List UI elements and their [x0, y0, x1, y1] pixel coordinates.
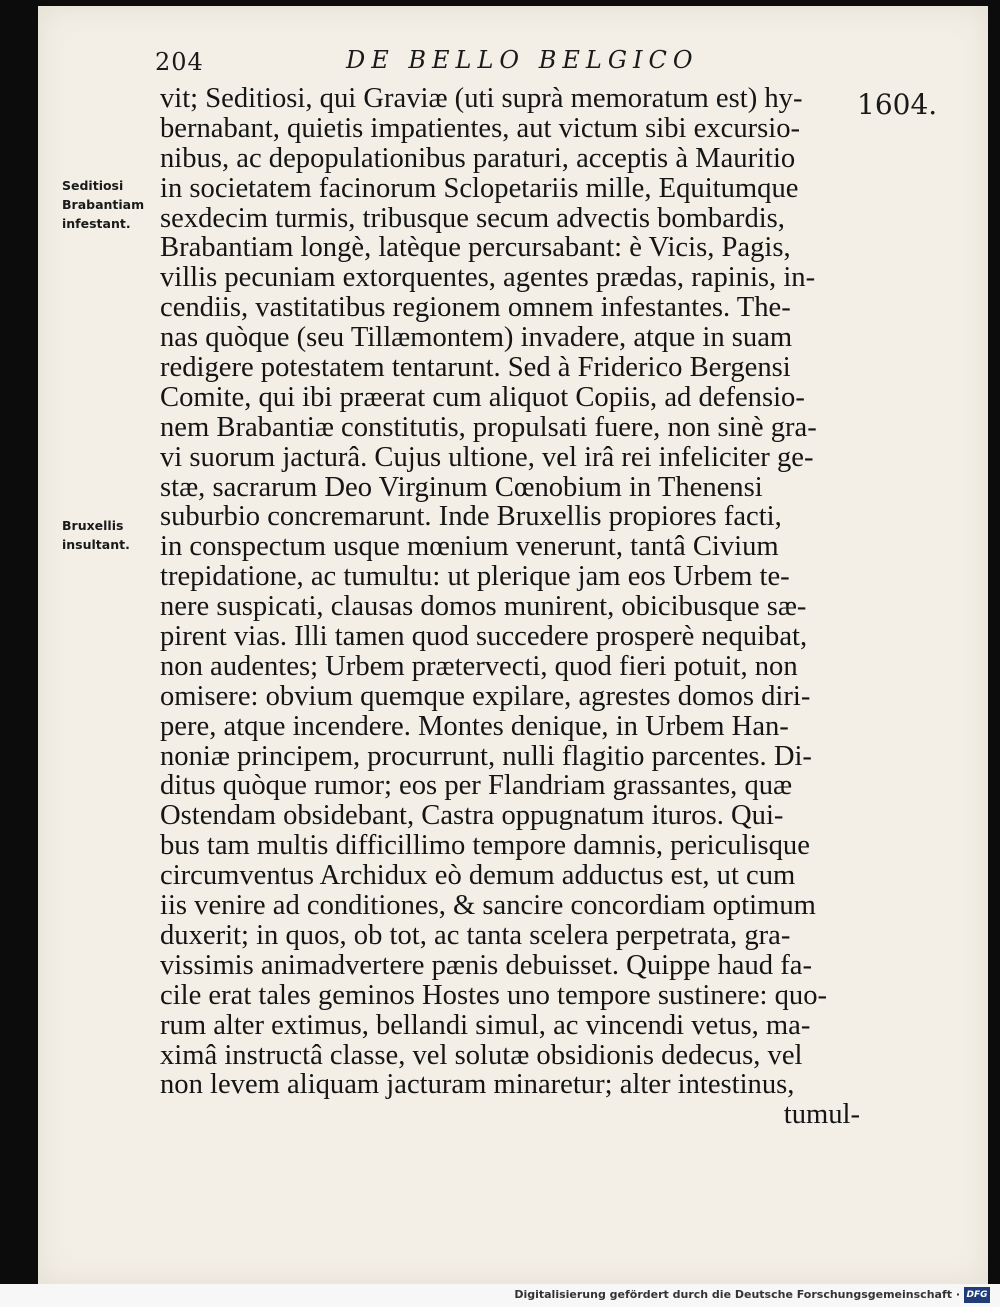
- text-line: nibus, ac depopulationibus paraturi, acceptis à Mauritio: [160, 142, 796, 174]
- text-line: villis pecuniam extorquentes, agentes prædas, rapinis, in-: [160, 262, 816, 294]
- text-line: stæ, sacrarum Deo Virginum Cœnobium in Thenensi: [160, 471, 763, 503]
- margin-note-line: Brabantiam: [62, 197, 145, 212]
- running-title: DE BELLO BELGICO: [346, 46, 699, 74]
- body-text: [160, 84, 860, 1130]
- text-line: duxerit; in quos, ob tot, ac tanta scelera perpetrata, gra-: [160, 919, 791, 951]
- margin-note-line: infestant.: [62, 216, 131, 231]
- margin-note-line: Seditiosi: [62, 178, 124, 193]
- text-line: bernabant, quietis impatientes, aut victum sibi excursio-: [160, 112, 801, 144]
- text-line: nere suspicati, clausas domos munirent, obicibusque sæ-: [160, 591, 807, 623]
- text-line: cendiis, vastitatibus regionem omnem infestantes. The-: [160, 292, 791, 324]
- text-line: in societatem facinorum Sclopetariis mille, Equitumque: [160, 172, 799, 204]
- text-line: omisere: obvium quemque expilare, agrestes domos diri-: [160, 680, 811, 712]
- footer-credit: Digitalisierung gefördert durch die Deutsche Forschungsgemeinschaft ·: [514, 1288, 960, 1301]
- text-line: vit; Seditiosi, qui Graviæ (uti suprà memoratum est) hy-: [160, 83, 803, 114]
- margin-year: 1604.: [857, 88, 938, 121]
- text-line: sexdecim turmis, tribusque secum advectis bombardis,: [160, 202, 785, 234]
- footer-bar: [0, 1284, 1000, 1307]
- text-line: rum alter extimus, bellandi simul, ac vincendi vetus, ma-: [160, 1009, 811, 1041]
- text-line: pere, atque incendere. Montes denique, in Urbem Han-: [160, 710, 789, 742]
- text-line: trepidatione, ac tumultu: ut plerique jam eos Urbem te-: [160, 561, 790, 593]
- text-line: noniæ principem, procurrunt, nulli flagitio parcentes. Di-: [160, 740, 812, 772]
- margin-note-line: insultant.: [62, 537, 130, 552]
- text-line: vissimis animadvertere pænis debuisset. Quippe haud fa-: [160, 949, 812, 981]
- text-line: iis venire ad conditiones, & sancire concordiam optimum: [160, 890, 816, 922]
- text-line: redigere potestatem tentarunt. Sed à Friderico Bergensi: [160, 352, 791, 384]
- text-line: Comite, qui ibi præerat cum aliquot Copiis, ad defensio-: [160, 381, 805, 413]
- text-line: in conspectum usque mœnium venerunt, tantâ Civium: [160, 531, 779, 563]
- text-line: Brabantiam longè, latèque percursabant: è Vicis, Pagis,: [160, 232, 791, 264]
- text-line: pirent vias. Illi tamen quod succedere prosperè nequibat,: [160, 621, 808, 653]
- text-line: ditus quòque rumor; eos per Flandriam grassantes, quæ: [160, 770, 793, 802]
- margin-note-seditiosi: [62, 176, 162, 233]
- text-line: ximâ instructâ classe, vel solutæ obsidionis dedecus, vel: [160, 1039, 803, 1071]
- text-line: vi suorum jacturâ. Cujus ultione, vel irâ rei infeliciter ge-: [160, 441, 814, 473]
- text-line: non audentes; Urbem prætervecti, quod fieri potuit, non: [160, 650, 798, 682]
- page-number: 204: [155, 48, 204, 76]
- text-line: non levem aliquam jacturam minaretur; alter intestinus,: [160, 1069, 795, 1101]
- catchword: tumul-: [783, 1099, 860, 1131]
- text-line: cile erat tales geminos Hostes uno tempore sustinere: quo-: [160, 979, 828, 1011]
- text-line: nas quòque (seu Tillæmontem) invadere, atque in suam: [160, 322, 793, 354]
- text-line: circumventus Archidux eò demum adductus est, ut cum: [160, 860, 796, 892]
- dfg-logo: DFG: [964, 1287, 990, 1303]
- margin-note-bruxellis: [62, 516, 162, 554]
- text-line: suburbio concremarunt. Inde Bruxellis propiores facti,: [160, 501, 782, 533]
- text-line: Ostendam obsidebant, Castra oppugnatum ituros. Qui-: [160, 800, 784, 832]
- text-line: bus tam multis difficillimo tempore damnis, periculisque: [160, 830, 810, 862]
- text-line: nem Brabantiæ constitutis, propulsati fuere, non sinè gra-: [160, 411, 817, 443]
- margin-note-line: Bruxellis: [62, 518, 124, 533]
